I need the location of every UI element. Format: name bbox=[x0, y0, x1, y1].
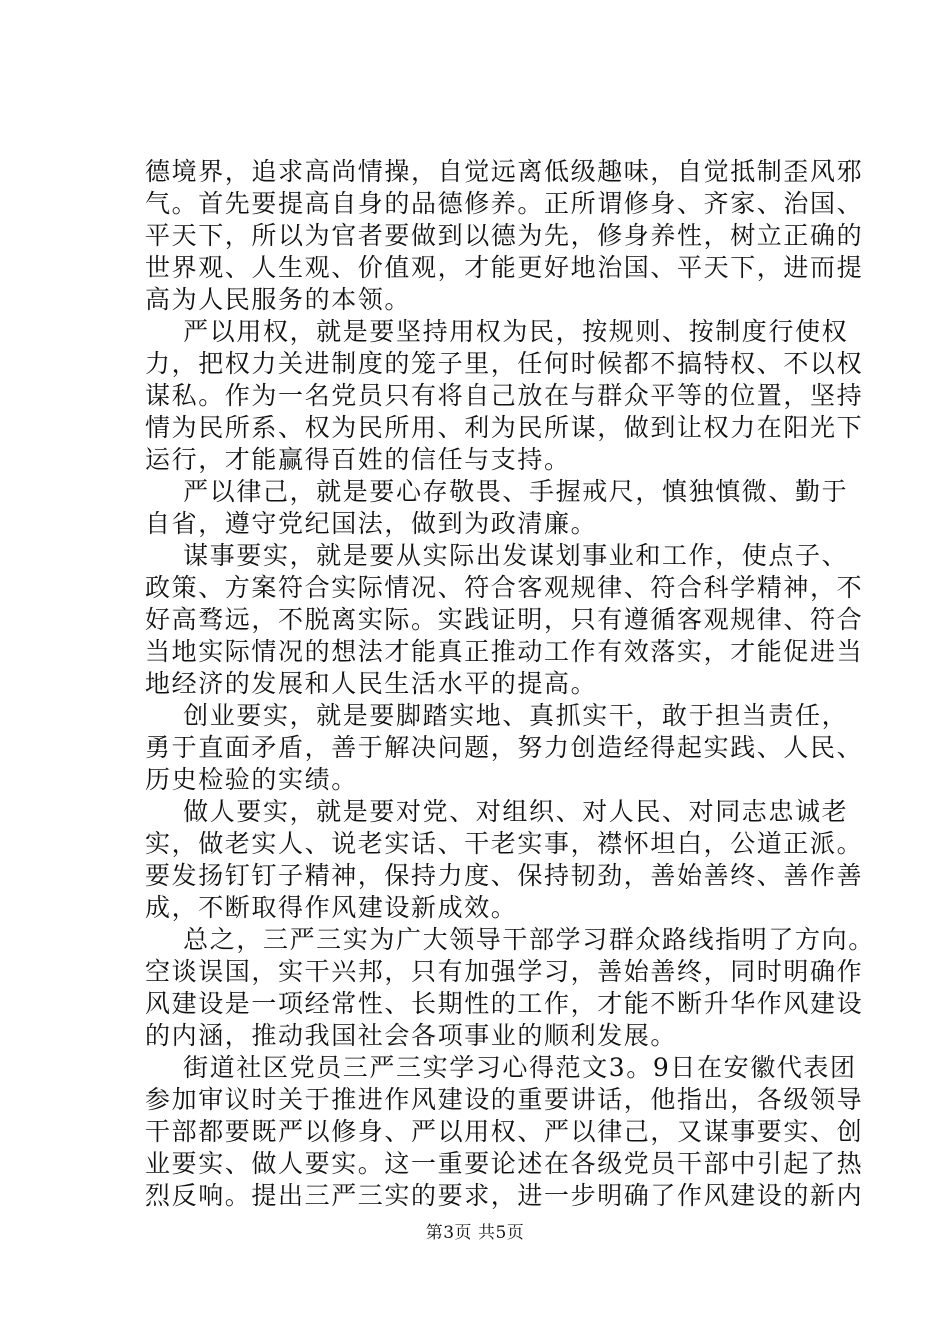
text-line: 街道社区党员三严三实学习心得范文3。9日在安徽代表团 bbox=[145, 1053, 857, 1082]
text-line: 干部都要既严以修身、严以用权、严以律己，又谋事要实、创 bbox=[145, 1117, 864, 1146]
text-line: 风建设是一项经常性、长期性的工作，才能不断升华作风建设 bbox=[145, 989, 864, 1018]
document-body bbox=[145, 156, 875, 1212]
text-line: 实，做老实人、说老实话、干老实事，襟怀坦白，公道正派。 bbox=[145, 829, 864, 858]
text-line: 运行，才能赢得百姓的信任与支持。 bbox=[145, 445, 571, 474]
text-line: 地经济的发展和人民生活水平的提高。 bbox=[145, 669, 598, 698]
text-line: 业要实、做人要实。这一重要论述在各级党员干部中引起了热 bbox=[145, 1149, 864, 1178]
text-line: 高为人民服务的本领。 bbox=[145, 285, 412, 314]
text-line: 德境界，追求高尚情操，自觉远离低级趣味，自觉抵制歪风邪 bbox=[145, 157, 864, 186]
text-line: 烈反响。提出三严三实的要求，进一步明确了作风建设的新内 bbox=[145, 1181, 864, 1210]
page-number-footer: 第3页 共5页 bbox=[425, 1223, 525, 1243]
text-line: 成，不断取得作风建设新成效。 bbox=[145, 893, 518, 922]
text-line: 的内涵，推动我国社会各项事业的顺利发展。 bbox=[145, 1021, 678, 1050]
text-line: 气。首先要提高自身的品德修养。正所谓修身、齐家、治国、 bbox=[145, 189, 864, 218]
text-line: 严以用权，就是要坚持用权为民，按规则、按制度行使权 bbox=[145, 317, 849, 346]
text-line: 情为民所系、权为民所用、利为民所谋，做到让权力在阳光下 bbox=[145, 413, 864, 442]
text-line: 好高骛远，不脱离实际。实践证明，只有遵循客观规律、符合 bbox=[145, 605, 864, 634]
text-line: 政策、方案符合实际情况、符合客观规律、符合科学精神，不 bbox=[145, 573, 864, 602]
text-line: 严以律己，就是要心存敬畏、手握戒尺，慎独慎微、勤于 bbox=[145, 477, 849, 506]
text-line: 创业要实，就是要脚踏实地、真抓实干，敢于担当责任， bbox=[145, 701, 849, 730]
text-line: 平天下，所以为官者要做到以德为先，修身养性，树立正确的 bbox=[145, 221, 864, 250]
text-line: 自省，遵守党纪国法，做到为政清廉。 bbox=[145, 509, 598, 538]
text-line: 参加审议时关于推进作风建设的重要讲话，他指出，各级领导 bbox=[145, 1085, 864, 1114]
text-line: 做人要实，就是要对党、对组织、对人民、对同志忠诚老 bbox=[145, 797, 849, 826]
text-line: 总之，三严三实为广大领导干部学习群众路线指明了方向。 bbox=[145, 925, 875, 954]
text-line: 当地实际情况的想法才能真正推动工作有效落实，才能促进当 bbox=[145, 637, 864, 666]
text-line: 历史检验的实绩。 bbox=[145, 765, 358, 794]
text-line: 勇于直面矛盾，善于解决问题，努力创造经得起实践、人民、 bbox=[145, 733, 864, 762]
text-line: 谋私。作为一名党员只有将自己放在与群众平等的位置，坚持 bbox=[145, 381, 864, 410]
text-line: 谋事要实，就是要从实际出发谋划事业和工作，使点子、 bbox=[145, 541, 849, 570]
text-line: 空谈误国，实干兴邦，只有加强学习，善始善终，同时明确作 bbox=[145, 957, 864, 986]
text-line: 世界观、人生观、价值观，才能更好地治国、平天下，进而提 bbox=[145, 253, 864, 282]
text-line: 要发扬钉钉子精神，保持力度、保持韧劲，善始善终、善作善 bbox=[145, 861, 864, 890]
text-line: 力，把权力关进制度的笼子里，任何时候都不搞特权、不以权 bbox=[145, 349, 864, 378]
